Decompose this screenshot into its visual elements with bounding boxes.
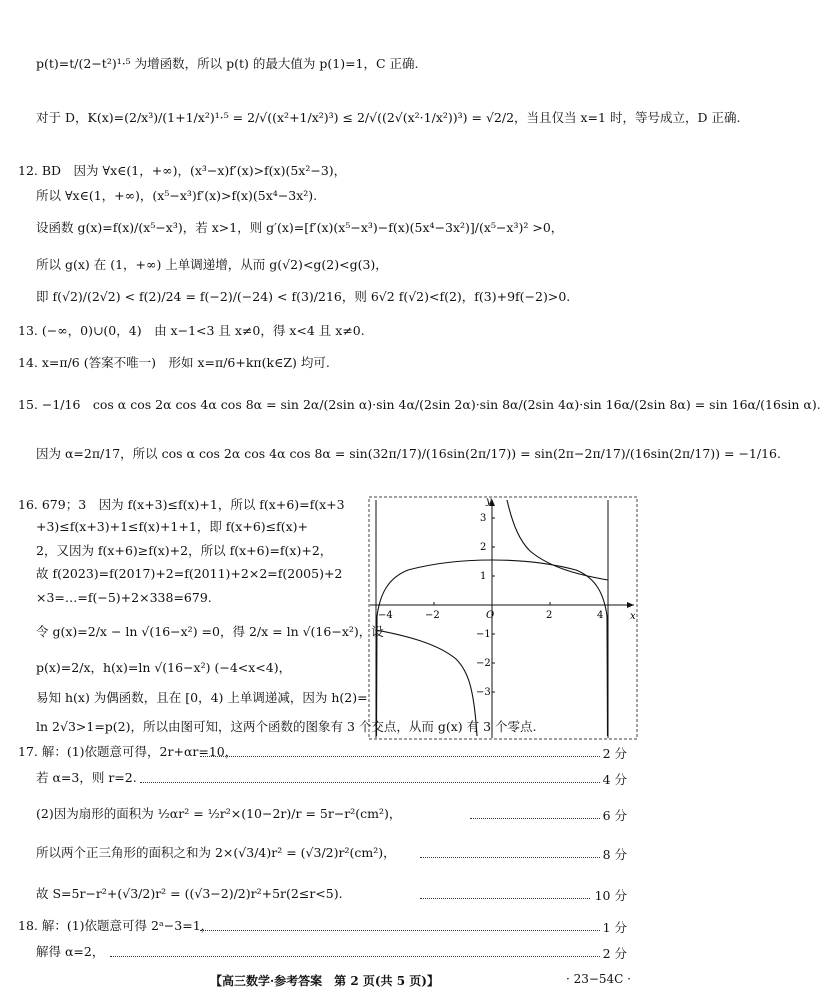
score: 10 分 — [594, 888, 627, 903]
text-line: 14. x=π/6 (答案不唯一) 形如 x=π/6+kπ(k∈Z) 均可. — [18, 355, 330, 370]
dot-leader — [200, 756, 600, 757]
y-tick-label: −2 — [476, 658, 491, 669]
text-line: 所以两个正三角形的面积之和为 2×(√3/4)r² = (√3/2)r²(cm²)， — [36, 845, 396, 860]
text-line: 易知 h(x) 为偶函数，且在 [0，4) 上单调递减，因为 h(2)= — [36, 690, 368, 705]
origin-label: O — [486, 610, 495, 621]
score: 4 分 — [602, 772, 627, 787]
x-tick-label: 2 — [546, 610, 553, 621]
text-line: 故 S=5r−r²+(√3/2)r² = ((√3−2)/2)r²+5r(2≤r<5). — [36, 886, 343, 901]
text-line: 13. (−∞，0)∪(0，4) 由 x−1<3 且 x≠0，得 x<4 且 x≠0. — [18, 323, 365, 338]
text-line: 故 f(2023)=f(2017)+2=f(2011)+2×2=f(2005)+2 — [36, 566, 343, 581]
text-line: 即 f(√2)/(2√2) < f(2)/24 = f(−2)/(−24) < f(3)/216，则 6√2 f(√2)<f(2)，f(3)+9f(−2)>0. — [36, 289, 571, 304]
text-line: 因为 α=2π/17，所以 cos α cos 2α cos 4α cos 8α = sin(32π/17)/(16sin(2π/17)) = sin(2π−2π/17)/(16sin(2π/17)) = −1/16. — [36, 446, 781, 461]
x-tick-label: −4 — [378, 610, 393, 621]
x-axis-label: x — [630, 611, 636, 622]
text-line: 解得 α=2， — [36, 944, 105, 959]
text-line: p(x)=2/x，h(x)=ln √(16−x²) (−4<x<4)， — [36, 660, 292, 675]
text-line: ln 2√3>1=p(2)，所以由图可知，这两个函数的图象有 3 个交点，从而 g(x) 有 3 个零点. — [36, 719, 537, 734]
text-line: 17. 解：(1)依题意可得，2r+αr=10， — [18, 744, 238, 759]
x-tick-label: −2 — [425, 610, 440, 621]
y-tick-label: 2 — [480, 542, 487, 553]
dot-leader — [470, 818, 600, 819]
y-axis-label: y — [486, 496, 492, 507]
y-tick-label: 1 — [480, 571, 487, 582]
text-line: (2)因为扇形的面积为 ½αr² = ½r²×(10−2r)/r = 5r−r²(cm²)， — [36, 806, 402, 821]
text-line: 2，又因为 f(x+6)≥f(x)+2，所以 f(x+6)=f(x)+2， — [36, 543, 333, 558]
curve-p-left — [376, 630, 477, 736]
text-line: 所以 g(x) 在 (1，+∞) 上单调递增，从而 g(√2)<g(2)<g(3)， — [36, 257, 388, 272]
x-tick-label: 4 — [597, 610, 604, 621]
text-line: 令 g(x)=2/x − ln √(16−x²) =0，得 2/x = ln √(16−x²)，设 — [36, 624, 384, 639]
text-line: p(t)=t/(2−t²)¹·⁵ 为增函数，所以 p(t) 的最大值为 p(1)=1，C 正确. — [36, 56, 419, 71]
text-line: 若 α=3，则 r=2. — [36, 770, 137, 785]
text-line: 所以 ∀x∈(1，+∞)，(x⁵−x³)f′(x)>f(x)(5x⁴−3x²). — [36, 188, 318, 203]
y-tick-label: −1 — [476, 629, 491, 640]
text-line: ×3=…=f(−5)+2×338=679. — [36, 590, 212, 605]
text-line: 12. BD 因为 ∀x∈(1，+∞)，(x³−x)f′(x)>f(x)(5x²−3)， — [18, 163, 347, 178]
footer-title: 【高三数学·参考答案 第 2 页(共 5 页)】 — [210, 974, 439, 988]
dot-leader — [200, 930, 600, 931]
x-axis-arrow — [627, 602, 634, 608]
text-line: 15. −1/16 cos α cos 2α cos 4α cos 8α = sin 2α/(2sin α)·sin 4α/(2sin 2α)·sin 8α/(2sin 4α)·sin 16α/(2sin 8α) = sin 16α/(16sin α). — [18, 397, 821, 412]
footer-code: · 23−54C · — [565, 972, 631, 986]
score: 6 分 — [602, 808, 627, 823]
text-line: 16. 679；3 因为 f(x+3)≤f(x)+1，所以 f(x+6)=f(x+3 — [18, 497, 345, 512]
dot-leader — [140, 782, 600, 783]
y-tick-label: 3 — [480, 513, 487, 524]
text-line: 对于 D，K(x)=(2/x³)/(1+1/x²)¹·⁵ = 2/√((x²+1/x²)³) ≤ 2/√((2√(x²·1/x²))³) = √2/2，当且仅当 x=1 时，等号成立，D 正确. — [36, 110, 741, 125]
score: 2 分 — [602, 946, 627, 961]
curve-h-left-drop — [377, 616, 378, 736]
dot-leader — [420, 857, 600, 858]
dot-leader — [420, 898, 590, 899]
score: 8 分 — [602, 847, 627, 862]
function-graph — [368, 496, 638, 740]
curve-p-right — [507, 500, 608, 580]
text-line: 设函数 g(x)=f(x)/(x⁵−x³)，若 x>1，则 g′(x)=[f′(x)(x⁵−x³)−f(x)(5x⁴−3x²)]/(x⁵−x³)² >0， — [36, 220, 564, 235]
text-line: +3)≤f(x+3)+1≤f(x)+1+1，即 f(x+6)≤f(x)+ — [36, 519, 309, 534]
score: 1 分 — [602, 920, 627, 935]
text-line: 18. 解：(1)依题意可得 2ᵃ−3=1， — [18, 918, 214, 933]
score: 2 分 — [602, 746, 627, 761]
dot-leader — [110, 956, 600, 957]
y-tick-label: −3 — [476, 687, 491, 698]
